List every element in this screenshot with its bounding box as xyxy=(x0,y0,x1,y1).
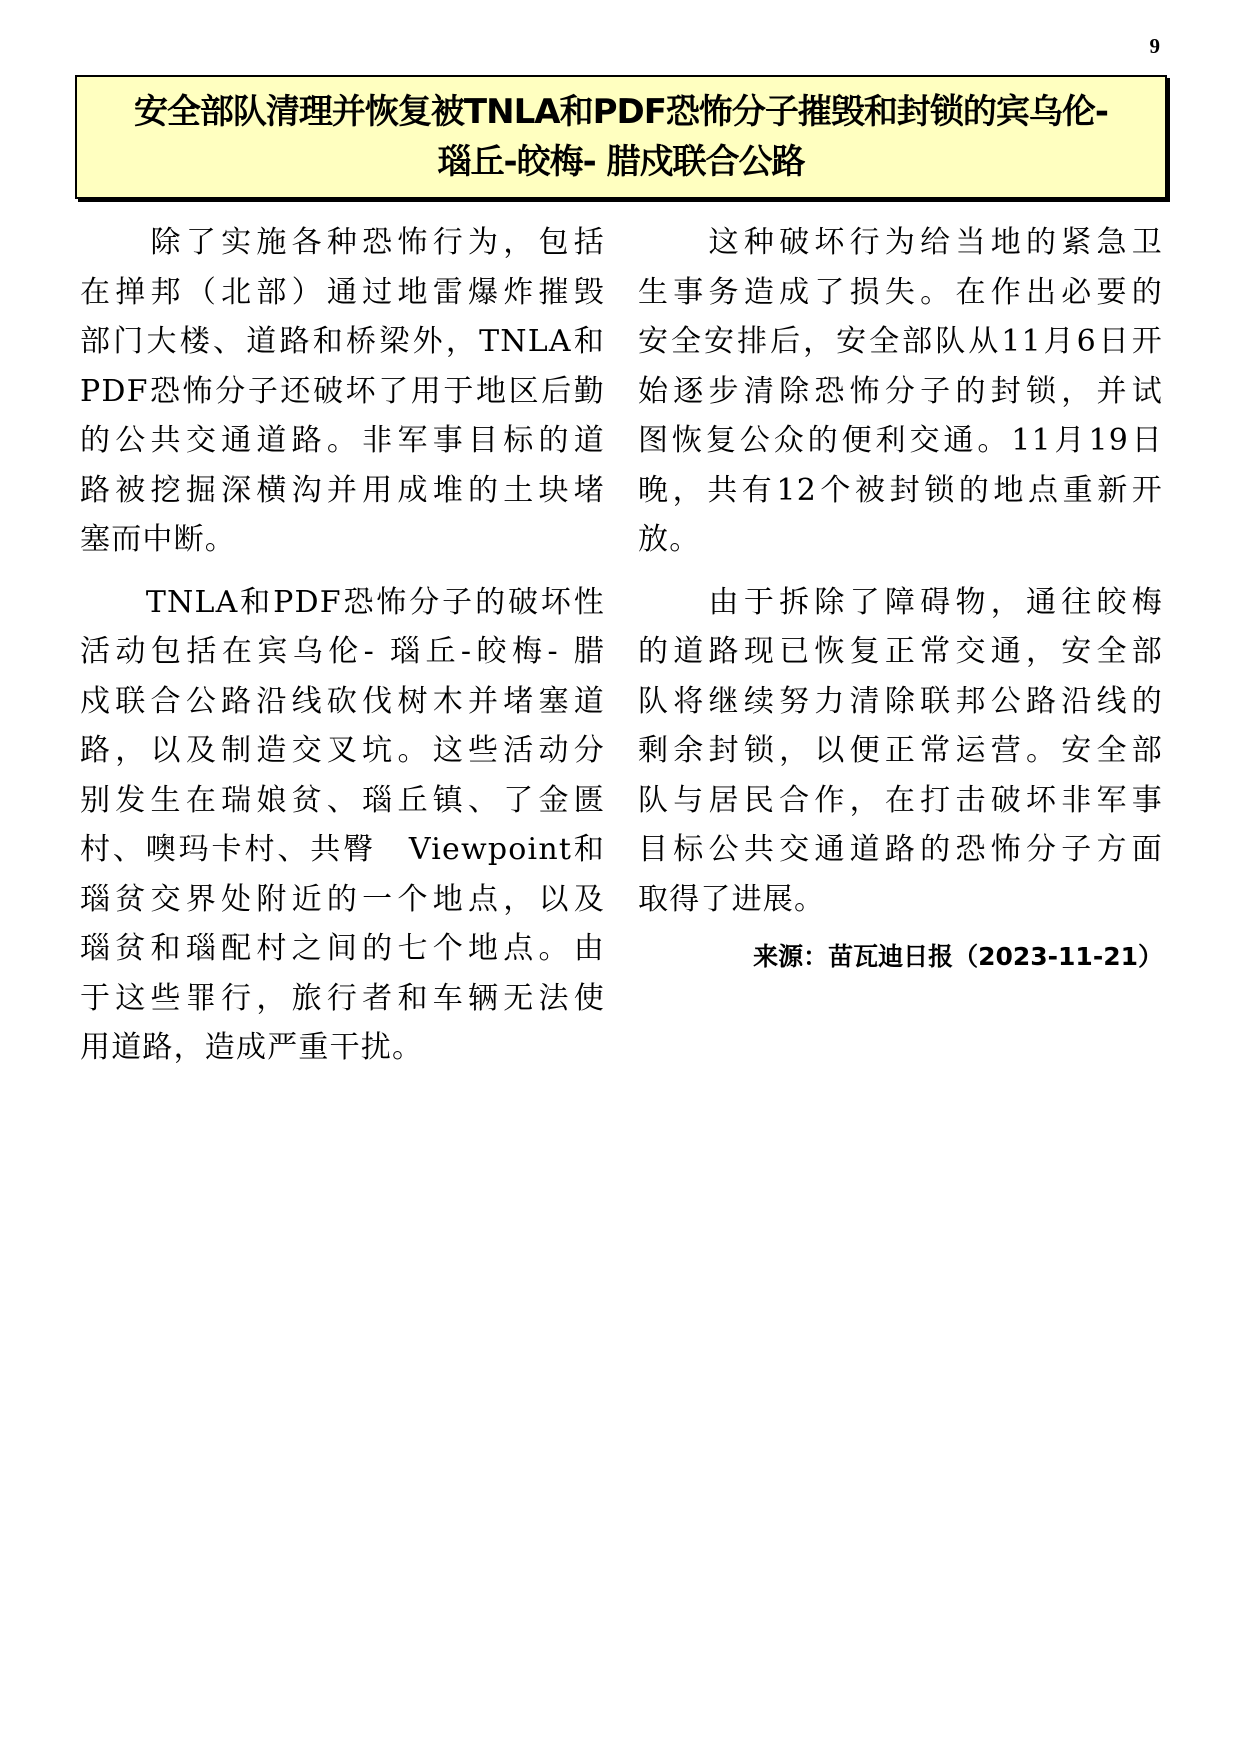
text-line: 路，以及制造交叉坑。这些活动分 xyxy=(80,733,605,768)
text-line: 戍联合公路沿线砍伐树木并堵塞道 xyxy=(80,683,605,719)
text-line: 生事务造成了损失。在作出必要的 xyxy=(638,274,1163,310)
text-line: 活动包括在宾乌伦- 瑙丘-皎梅- 腊 xyxy=(80,634,605,669)
right-column xyxy=(638,218,1163,977)
text-line: 这种破坏行为给当地的紧急卫 xyxy=(638,225,1163,260)
article-title-box xyxy=(75,75,1167,199)
text-line: 晚，共有12个被封锁的地点重新开 xyxy=(638,472,1163,508)
text-line: 取得了进展。 xyxy=(638,881,826,917)
text-line: 的道路现已恢复正常交通，安全部 xyxy=(638,634,1163,669)
text-line: 路被挖掘深横沟并用成堆的土块堵 xyxy=(80,472,605,508)
left-column xyxy=(80,218,605,1086)
right-paragraph-1 xyxy=(638,218,1163,565)
text-line: 在掸邦（北部）通过地雷爆炸摧毁 xyxy=(80,274,605,310)
text-line: 放。 xyxy=(638,522,701,557)
text-line: 目标公共交通道路的恐怖分子方面 xyxy=(638,832,1163,867)
right-paragraph-2 xyxy=(638,578,1163,925)
text-line: 别发生在瑞娘贫、瑙丘镇、了金匮 xyxy=(80,782,605,818)
text-line: 瑙贫和瑙配村之间的七个地点。由 xyxy=(80,931,605,966)
left-paragraph-2 xyxy=(80,578,605,1073)
article-title-line-2: 瑙丘-皎梅- 腊戍联合公路 xyxy=(437,142,805,182)
text-line: 于这些罪行，旅行者和车辆无法使 xyxy=(80,980,605,1016)
source-citation: 来源：苗瓦迪日报（2023-11-21） xyxy=(753,942,1163,971)
text-line: 瑙贫交界处附近的一个地点，以及 xyxy=(80,881,605,917)
text-line: 剩余封锁，以便正常运营。安全部 xyxy=(638,733,1163,768)
text-line: 图恢复公众的便利交通。11月19日 xyxy=(638,423,1163,458)
text-line: 始逐步清除恐怖分子的封锁，并试 xyxy=(638,373,1163,409)
text-line: 队将继续努力清除联邦公路沿线的 xyxy=(638,683,1163,719)
text-line: 用道路，造成严重干扰。 xyxy=(80,1030,424,1065)
text-line: 除了实施各种恐怖行为，包括 xyxy=(80,225,605,260)
text-line: 的公共交通道路。非军事目标的道 xyxy=(80,423,605,458)
text-line: 安全安排后，安全部队从11月6日开 xyxy=(638,324,1163,359)
text-line: 塞而中断。 xyxy=(80,522,236,557)
article-title-line-1: 安全部队清理并恢复被TNLA和PDF恐怖分子摧毁和封锁的宾乌伦- xyxy=(133,92,1109,132)
text-line: TNLA和PDF恐怖分子的破坏性 xyxy=(80,584,605,620)
text-line: 队与居民合作，在打击破坏非军事 xyxy=(638,782,1163,818)
text-line: PDF恐怖分子还破坏了用于地区后勤 xyxy=(80,373,605,409)
text-line: 村、噢玛卡村、共臀 Viewpoint和 xyxy=(80,832,605,867)
left-paragraph-1 xyxy=(80,218,605,565)
text-line: 由于拆除了障碍物，通往皎梅 xyxy=(638,584,1163,620)
page-number: 9 xyxy=(1149,34,1160,58)
text-line: 部门大楼、道路和桥梁外，TNLA和 xyxy=(80,324,605,359)
